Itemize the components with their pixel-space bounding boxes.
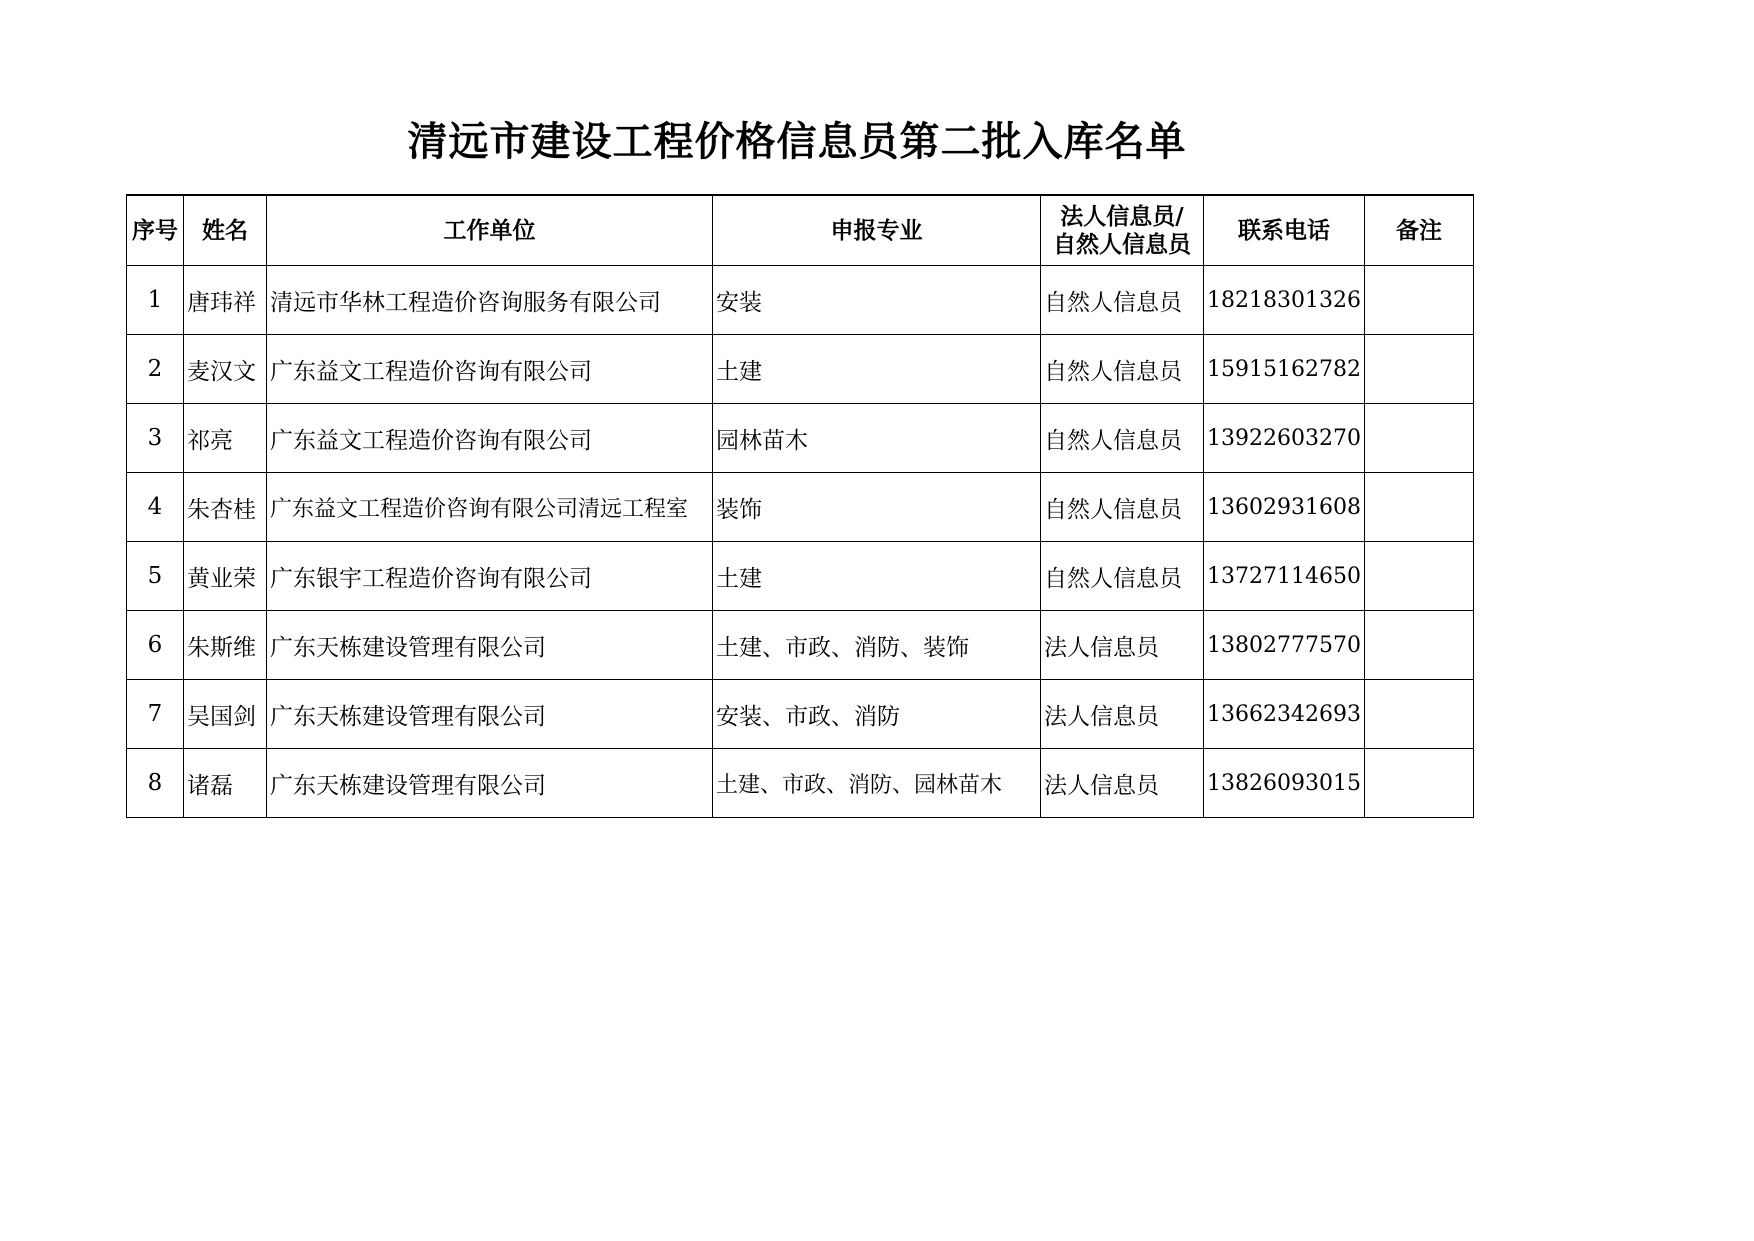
cell-specialty: 装饰 <box>713 473 1041 542</box>
table-row <box>127 335 1474 404</box>
cell-specialty: 土建、市政、消防、园林苗木 <box>713 749 1041 818</box>
cell-unit: 广东天栋建设管理有限公司 <box>267 611 713 680</box>
table-row <box>127 266 1474 335</box>
cell-name: 诸磊 <box>184 749 267 818</box>
cell-specialty: 安装 <box>713 266 1041 335</box>
cell-type: 法人信息员 <box>1041 611 1204 680</box>
cell-unit: 广东益文工程造价咨询有限公司清远工程室 <box>267 473 713 542</box>
cell-seq: 3 <box>127 404 184 473</box>
cell-name: 朱杏桂 <box>184 473 267 542</box>
header-name: 姓名 <box>184 195 267 266</box>
header-type <box>1041 195 1204 266</box>
table-row <box>127 749 1474 818</box>
table-row <box>127 473 1474 542</box>
roster-table <box>126 194 1474 818</box>
header-row <box>127 195 1474 266</box>
header-unit: 工作单位 <box>267 195 713 266</box>
cell-type: 自然人信息员 <box>1041 266 1204 335</box>
cell-seq: 5 <box>127 542 184 611</box>
document-title: 清远市建设工程价格信息员第二批入库名单 <box>407 119 1187 165</box>
cell-phone: 13602931608 <box>1204 473 1365 542</box>
cell-phone: 13662342693 <box>1204 680 1365 749</box>
cell-unit: 广东益文工程造价咨询有限公司 <box>267 335 713 404</box>
cell-seq: 1 <box>127 266 184 335</box>
cell-phone: 18218301326 <box>1204 266 1365 335</box>
cell-remark <box>1365 542 1474 611</box>
cell-specialty: 园林苗木 <box>713 404 1041 473</box>
cell-phone: 13826093015 <box>1204 749 1365 818</box>
cell-seq: 7 <box>127 680 184 749</box>
cell-remark <box>1365 611 1474 680</box>
cell-name: 吴国剑 <box>184 680 267 749</box>
header-type-line2: 自然人信息员 <box>1053 231 1191 258</box>
cell-unit: 广东益文工程造价咨询有限公司 <box>267 404 713 473</box>
cell-seq: 2 <box>127 335 184 404</box>
cell-unit: 广东天栋建设管理有限公司 <box>267 749 713 818</box>
cell-remark <box>1365 473 1474 542</box>
cell-name: 黄业荣 <box>184 542 267 611</box>
cell-type: 自然人信息员 <box>1041 473 1204 542</box>
cell-type: 自然人信息员 <box>1041 404 1204 473</box>
cell-phone: 15915162782 <box>1204 335 1365 404</box>
cell-remark <box>1365 266 1474 335</box>
table-row <box>127 542 1474 611</box>
cell-phone: 13802777570 <box>1204 611 1365 680</box>
cell-type: 法人信息员 <box>1041 680 1204 749</box>
cell-type: 自然人信息员 <box>1041 542 1204 611</box>
cell-unit: 广东银宇工程造价咨询有限公司 <box>267 542 713 611</box>
cell-remark <box>1365 749 1474 818</box>
header-seq: 序号 <box>127 195 184 266</box>
cell-specialty: 土建 <box>713 335 1041 404</box>
cell-type: 自然人信息员 <box>1041 335 1204 404</box>
cell-seq: 6 <box>127 611 184 680</box>
cell-seq: 4 <box>127 473 184 542</box>
table-row <box>127 611 1474 680</box>
cell-name: 朱斯维 <box>184 611 267 680</box>
cell-remark <box>1365 680 1474 749</box>
cell-seq: 8 <box>127 749 184 818</box>
cell-phone: 13727114650 <box>1204 542 1365 611</box>
cell-type: 法人信息员 <box>1041 749 1204 818</box>
cell-name: 麦汉文 <box>184 335 267 404</box>
cell-remark <box>1365 335 1474 404</box>
table-row <box>127 680 1474 749</box>
cell-specialty: 土建 <box>713 542 1041 611</box>
cell-name: 唐玮祥 <box>184 266 267 335</box>
cell-unit: 广东天栋建设管理有限公司 <box>267 680 713 749</box>
cell-specialty: 安装、市政、消防 <box>713 680 1041 749</box>
table-row <box>127 404 1474 473</box>
cell-unit: 清远市华林工程造价咨询服务有限公司 <box>267 266 713 335</box>
header-remark: 备注 <box>1365 195 1474 266</box>
header-phone: 联系电话 <box>1204 195 1365 266</box>
cell-remark <box>1365 404 1474 473</box>
cell-name: 祁亮 <box>184 404 267 473</box>
header-specialty: 申报专业 <box>713 195 1041 266</box>
cell-phone: 13922603270 <box>1204 404 1365 473</box>
header-type-line1: 法人信息员/ <box>1060 203 1184 230</box>
cell-specialty: 土建、市政、消防、装饰 <box>713 611 1041 680</box>
